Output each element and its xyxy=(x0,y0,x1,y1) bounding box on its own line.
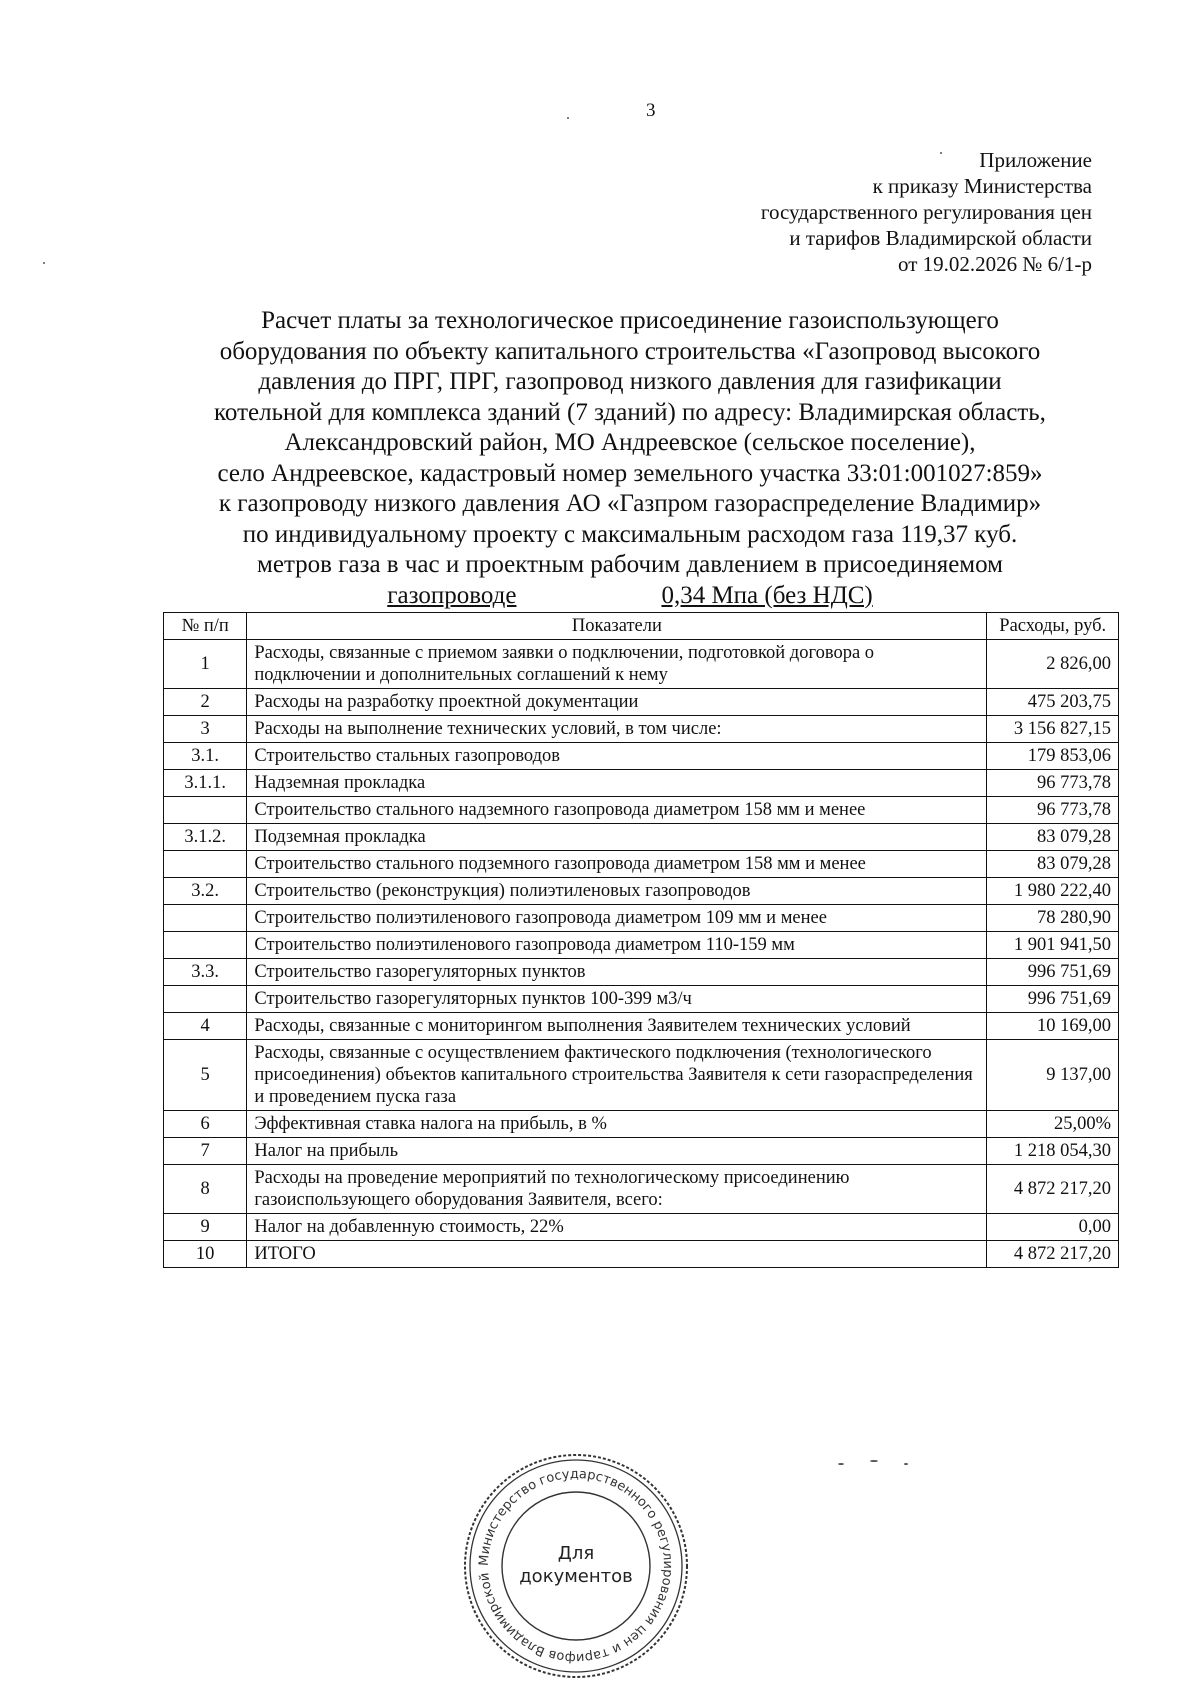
table-row xyxy=(164,1214,1119,1241)
row-indicator: Надземная прокладка xyxy=(247,770,987,797)
title-last-right: 0,34 Мпа (без НДС) xyxy=(661,581,873,609)
scan-speck xyxy=(43,262,45,264)
table-row xyxy=(164,640,1119,689)
row-num: 3.1.1. xyxy=(164,770,247,797)
row-value: 83 079,28 xyxy=(987,824,1119,851)
row-num: 3.1.2. xyxy=(164,824,247,851)
header-value: Расходы, руб. xyxy=(987,613,1119,640)
row-num: 9 xyxy=(164,1214,247,1241)
row-value: 996 751,69 xyxy=(987,959,1119,986)
row-value: 2 826,00 xyxy=(987,640,1119,689)
title-line: Александровский район, МО Андреевское (сельское поселение), xyxy=(284,429,976,456)
row-num: 4 xyxy=(164,1013,247,1040)
table-row xyxy=(164,824,1119,851)
calculation-table xyxy=(163,612,1119,1268)
row-num: 8 xyxy=(164,1165,247,1214)
table-row xyxy=(164,797,1119,824)
row-indicator: Строительство стального подземного газопровода диаметром 158 мм и менее xyxy=(247,851,987,878)
row-indicator: Строительство (реконструкция) полиэтиленовых газопроводов xyxy=(247,878,987,905)
row-value: 1 901 941,50 xyxy=(987,932,1119,959)
row-num xyxy=(164,797,247,824)
page-number: 3 xyxy=(646,100,656,121)
row-value: 1 980 222,40 xyxy=(987,878,1119,905)
table-row xyxy=(164,959,1119,986)
row-num xyxy=(164,905,247,932)
row-value: 4 872 217,20 xyxy=(987,1165,1119,1214)
row-value: 25,00% xyxy=(987,1111,1119,1138)
row-indicator: Строительство стальных газопроводов xyxy=(247,743,987,770)
table-row xyxy=(164,770,1119,797)
row-num: 7 xyxy=(164,1138,247,1165)
document-title xyxy=(150,306,1110,611)
table-row xyxy=(164,1138,1119,1165)
appendix-line: государственного регулирования цен xyxy=(760,200,1092,224)
appendix-line: от 19.02.2026 № 6/1-р xyxy=(897,252,1092,276)
row-value: 9 137,00 xyxy=(987,1040,1119,1111)
row-indicator: Налог на добавленную стоимость, 22% xyxy=(247,1214,987,1241)
row-indicator: Расходы на разработку проектной документации xyxy=(247,689,987,716)
title-line: котельной для комплекса зданий (7 зданий) по адресу: Владимирская область, xyxy=(214,398,1046,426)
title-line: давления до ПРГ, ПРГ, газопровод низкого давления для газификации xyxy=(258,368,1002,395)
row-num: 3 xyxy=(164,716,247,743)
appendix-line: Приложение xyxy=(979,148,1092,172)
title-line-last xyxy=(150,581,1110,612)
row-num xyxy=(164,851,247,878)
row-num: 6 xyxy=(164,1111,247,1138)
table-row xyxy=(164,878,1119,905)
row-indicator: Строительство стального надземного газопровода диаметром 158 мм и менее xyxy=(247,797,987,824)
stamp xyxy=(462,1452,690,1680)
row-value: 996 751,69 xyxy=(987,986,1119,1013)
row-num: 2 xyxy=(164,689,247,716)
appendix-line: к приказу Министерства xyxy=(872,174,1092,198)
row-value: 10 169,00 xyxy=(987,1013,1119,1040)
scan-speck xyxy=(567,117,569,119)
title-line: по индивидуальному проекту с максимальным расходом газа 119,37 куб. xyxy=(242,520,1018,548)
scan-speck xyxy=(870,1460,878,1462)
row-indicator: Подземная прокладка xyxy=(247,824,987,851)
title-line: оборудования по объекту капитального строительства «Газопровод высокого xyxy=(219,337,1041,365)
row-num: 1 xyxy=(164,640,247,689)
title-line: к газопроводу низкого давления АО «Газпром газораспределение Владимир» xyxy=(218,490,1042,517)
appendix-line: и тарифов Владимирской области xyxy=(789,226,1092,250)
row-indicator: Расходы, связанные с осуществлением фактического подключения (технологического присоединения) объектов капитального строительства Заявителя к сети газораспределения и проведением пуска газа xyxy=(247,1040,987,1111)
table-row xyxy=(164,1165,1119,1214)
title-last-left: газопроводе xyxy=(387,581,517,609)
stamp-center-line: Для xyxy=(557,1543,595,1564)
row-num: 10 xyxy=(164,1241,247,1268)
stamp-center-text xyxy=(462,1542,690,1588)
row-value: 83 079,28 xyxy=(987,851,1119,878)
title-line: село Андреевское, кадастровый номер земельного участка 33:01:001027:859» xyxy=(217,459,1043,487)
row-value: 96 773,78 xyxy=(987,797,1119,824)
table-row xyxy=(164,689,1119,716)
row-num: 3.2. xyxy=(164,878,247,905)
scan-speck xyxy=(838,1463,844,1465)
row-value: 96 773,78 xyxy=(987,770,1119,797)
row-indicator: Строительство полиэтиленового газопровода диаметром 110-159 мм xyxy=(247,932,987,959)
row-indicator: Эффективная ставка налога на прибыль, в % xyxy=(247,1111,987,1138)
table-row xyxy=(164,716,1119,743)
row-value: 1 218 054,30 xyxy=(987,1138,1119,1165)
row-indicator: Строительство газорегуляторных пунктов 100-399 м3/ч xyxy=(247,986,987,1013)
row-value: 475 203,75 xyxy=(987,689,1119,716)
title-line: Расчет платы за технологическое присоединение газоиспользующего xyxy=(261,307,999,334)
row-indicator: Строительство полиэтиленового газопровода диаметром 109 мм и менее xyxy=(247,905,987,932)
row-value: 179 853,06 xyxy=(987,743,1119,770)
row-value: 3 156 827,15 xyxy=(987,716,1119,743)
table-body xyxy=(164,640,1119,1268)
table-row xyxy=(164,932,1119,959)
table-row xyxy=(164,1040,1119,1111)
row-indicator: Расходы, связанные с приемом заявки о подключении, подготовкой договора о подключении и дополнительных соглашений к нему xyxy=(247,640,987,689)
row-indicator: Налог на прибыль xyxy=(247,1138,987,1165)
table-row xyxy=(164,1013,1119,1040)
header-num: № п/п xyxy=(164,613,247,640)
table-row xyxy=(164,851,1119,878)
row-indicator: Строительство газорегуляторных пунктов xyxy=(247,959,987,986)
table-row xyxy=(164,1111,1119,1138)
row-value: 78 280,90 xyxy=(987,905,1119,932)
row-value: 0,00 xyxy=(987,1214,1119,1241)
stamp-ring-text: Министерство государственного регулирования цен и тарифов Владимирской xyxy=(476,1466,676,1666)
row-num xyxy=(164,986,247,1013)
row-indicator: Расходы, связанные с мониторингом выполнения Заявителем технических условий xyxy=(247,1013,987,1040)
row-num: 5 xyxy=(164,1040,247,1111)
table-row xyxy=(164,1241,1119,1268)
title-line: метров газа в час и проектным рабочим давлением в присоединяемом xyxy=(257,551,1003,578)
table-row xyxy=(164,986,1119,1013)
row-indicator: Расходы на проведение мероприятий по технологическому присоединению газоиспользующего оборудования Заявителя, всего: xyxy=(247,1165,987,1214)
table-header-row xyxy=(164,613,1119,640)
scan-speck xyxy=(940,152,942,154)
appendix-header xyxy=(720,147,1092,277)
row-value: 4 872 217,20 xyxy=(987,1241,1119,1268)
row-indicator: Расходы на выполнение технических условий, в том числе: xyxy=(247,716,987,743)
header-indicator: Показатели xyxy=(247,613,987,640)
row-num: 3.1. xyxy=(164,743,247,770)
row-indicator: ИТОГО xyxy=(247,1241,987,1268)
scan-speck xyxy=(904,1463,908,1465)
row-num xyxy=(164,932,247,959)
table-row xyxy=(164,905,1119,932)
table-row xyxy=(164,743,1119,770)
row-num: 3.3. xyxy=(164,959,247,986)
stamp-center-line: документов xyxy=(519,1566,633,1587)
